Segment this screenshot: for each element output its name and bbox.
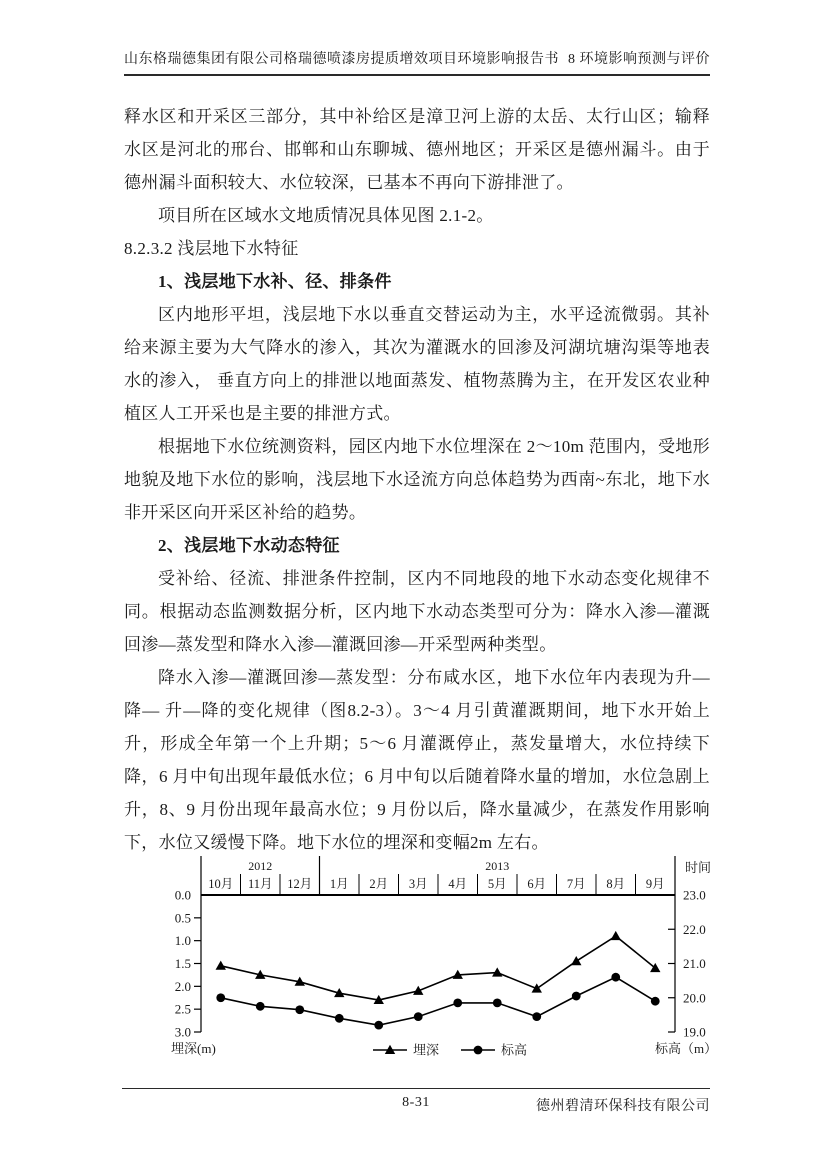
subsection-heading: 2、浅层地下水动态特征 [158,536,340,555]
legend-marker-circle [474,1046,483,1055]
section-heading: 8.2.3.2 浅层地下水特征 [124,239,299,258]
right-tick-label: 20.0 [683,990,706,1006]
data-point-埋深 [532,983,542,992]
data-point-标高 [651,997,660,1006]
data-point-标高 [216,993,225,1002]
data-point-标高 [335,1014,344,1023]
left-tick-label: 1.5 [174,956,191,971]
month-label: 8月 [606,877,626,891]
data-point-标高 [572,992,581,1001]
year-label: 2012 [248,859,273,873]
data-point-标高 [611,973,620,982]
data-point-埋深 [571,956,581,965]
data-point-标高 [414,1012,423,1021]
month-label: 6月 [527,877,547,891]
header-right-chapter: 8 环境影响预测与评价 [568,52,710,67]
body-paragraph: 降水入渗—灌溉回渗—蒸发型：分布咸水区，地下水位年内表现为升—降— 升—降的变化规律（图8.2-3）。3～4 月引黄灌溉期间，地下水开始上升，形成全年第一个上升期；5～6 月灌溉停止，蒸发量增大，水位持续下降，6 月中旬出现年最低水位；6 月中旬以后随着降水量的增加，水位急剧上升，8、9 月份出现年最高水位；9 月份以后，降水量减少，在蒸发作用影响下，水位又缓慢下降。地下水位的埋深和变幅2m 左右。 [124,668,710,852]
year-label: 2013 [485,859,510,873]
groundwater-level-chart [165,850,725,1068]
series-line-埋深 [221,936,656,1000]
data-point-标高 [256,1002,265,1011]
data-point-标高 [295,1005,304,1014]
header-left-title: 山东格瑞德集团有限公司格瑞德喷漆房提质增效项目环境影响报告书 [124,52,559,67]
legend-label: 标高 [501,1042,528,1058]
right-axis-title: 标高（m） [655,1041,718,1056]
left-tick-label: 1.0 [174,933,191,949]
left-tick-label: 2.5 [174,1001,191,1017]
month-label: 7月 [566,877,586,891]
left-axis-title: 埋深(m) [171,1041,216,1056]
right-tick-label: 23.0 [683,887,706,903]
month-label: 2月 [369,877,389,891]
month-label: 1月 [329,877,349,891]
month-label: 11月 [247,877,273,891]
data-point-埋深 [611,931,621,940]
body-paragraph: 区内地形平坦，浅层地下水以垂直交替运动为主，水平迳流微弱。其补给来源主要为大气降水的渗入，其次为灌溉水的回渗及河湖坑塘沟渠等地表水的渗入， 垂直方向上的排泄以地面蒸发、植物蒸腾为主，在开发区农业种植区人工开采也是主要的排泄方式。 [124,305,710,423]
left-tick-label: 2.0 [174,978,191,994]
series-line-标高 [221,977,656,1025]
month-label: 5月 [487,877,507,891]
data-point-标高 [453,998,462,1007]
page-header [124,0,710,76]
groundwater-chart-svg [165,850,725,1068]
x-axis-title: 时间 [685,860,712,875]
month-label: 4月 [448,877,468,891]
right-tick-label: 21.0 [683,956,706,971]
body-paragraph: 根据地下水位统测资料，园区内地下水位埋深在 2～10m 范围内，受地形地貌及地下水位的影响，浅层地下水迳流方向总体趋势为西南~东北，地下水非开采区向开采区补给的趋势。 [124,437,710,522]
month-label: 3月 [408,877,428,891]
body-paragraph: 项目所在区域水文地质情况具体见图 2.1-2。 [158,206,494,225]
legend-label: 埋深 [413,1042,440,1058]
right-tick-label: 19.0 [683,1024,706,1040]
footer-company-name: 德州碧清环保科技有限公司 [536,1099,710,1114]
right-tick-label: 22.0 [683,921,706,937]
left-tick-label: 3.0 [174,1024,191,1040]
data-point-埋深 [216,961,226,970]
subsection-heading: 1、浅层地下水补、径、排条件 [158,272,392,291]
month-label: 12月 [287,877,313,891]
data-point-标高 [493,998,502,1007]
month-label: 9月 [645,877,665,891]
left-tick-label: 0.0 [174,887,191,903]
data-point-标高 [532,1012,541,1021]
page-number: 8-31 [402,1095,430,1110]
body-paragraph: 释水区和开采区三部分，其中补给区是漳卫河上游的太岳、太行山区；输释水区是河北的邢台、邯郸和山东聊城、德州地区；开采区是德州漏斗。由于德州漏斗面积较大、水位较深，已基本不再向下游排泄了。 [124,107,710,192]
body-paragraph: 受补给、径流、排泄条件控制，区内不同地段的地下水动态变化规律不同。根据动态监测数据分析，区内地下水动态类型可分为：降水入渗—灌溉回渗—蒸发型和降水入渗—灌溉回渗—开采型两种类型。 [124,569,710,654]
document-body [124,100,710,859]
left-tick-label: 0.5 [174,910,191,926]
page-footer [122,1088,710,1118]
month-label: 10月 [208,877,234,891]
data-point-标高 [374,1021,383,1030]
